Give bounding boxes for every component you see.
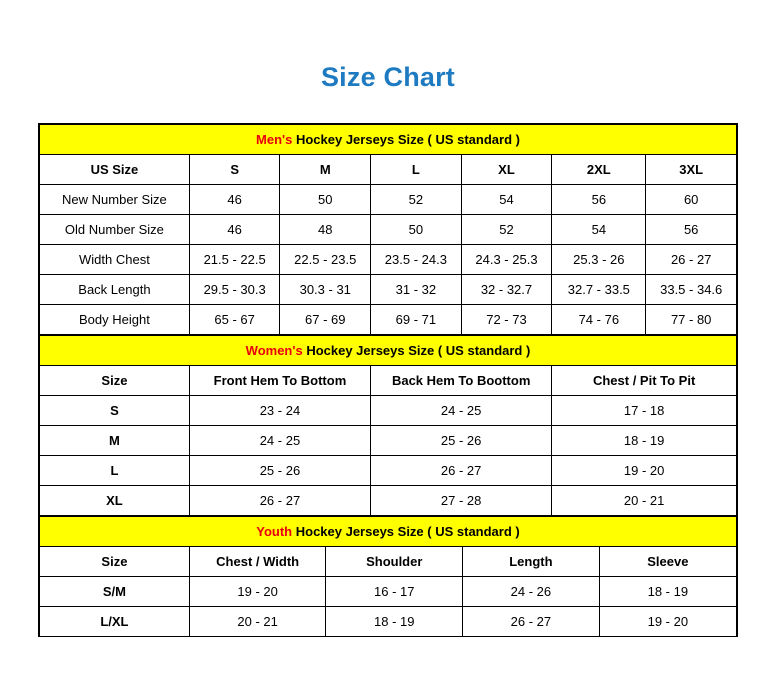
mens-row-4-cell-3: 69 - 71 — [371, 305, 462, 335]
mens-row-1-label: Old Number Size — [40, 215, 190, 245]
mens-row-3-cell-1: 29.5 - 30.3 — [189, 275, 280, 305]
table-row — [40, 396, 737, 426]
youth-row-0-cell-2: 16 - 17 — [326, 577, 463, 607]
mens-row-1-cell-3: 50 — [371, 215, 462, 245]
youth-row-0-cell-1: 19 - 20 — [189, 577, 326, 607]
womens-size-table — [39, 335, 737, 516]
youth-row-1-label: L/XL — [40, 607, 190, 637]
table-row — [40, 155, 737, 185]
youth-header-accent: Youth — [256, 524, 293, 539]
mens-row-1-cell-5: 54 — [552, 215, 646, 245]
mens-row-0-cell-6: 60 — [646, 185, 737, 215]
youth-row-0-cell-4: 18 - 19 — [599, 577, 736, 607]
mens-row-2-cell-5: 25.3 - 26 — [552, 245, 646, 275]
youth-col-0: Size — [40, 547, 190, 577]
youth-row-1-cell-4: 19 - 20 — [599, 607, 736, 637]
table-row — [40, 426, 737, 456]
table-row — [40, 456, 737, 486]
womens-row-3-cell-2: 27 - 28 — [371, 486, 552, 516]
womens-row-0-cell-1: 23 - 24 — [189, 396, 370, 426]
womens-row-2-cell-1: 25 - 26 — [189, 456, 370, 486]
womens-section-header — [40, 336, 737, 366]
table-row — [40, 215, 737, 245]
mens-row-3-cell-3: 31 - 32 — [371, 275, 462, 305]
table-row — [40, 185, 737, 215]
table-section-header-row — [40, 336, 737, 366]
womens-row-2-label: L — [40, 456, 190, 486]
womens-row-0-label: S — [40, 396, 190, 426]
mens-col-4: XL — [461, 155, 552, 185]
mens-row-1-cell-6: 56 — [646, 215, 737, 245]
mens-row-4-cell-1: 65 - 67 — [189, 305, 280, 335]
mens-row-1-cell-1: 46 — [189, 215, 280, 245]
mens-col-6: 3XL — [646, 155, 737, 185]
table-row — [40, 486, 737, 516]
mens-row-4-cell-5: 74 - 76 — [552, 305, 646, 335]
mens-row-0-label: New Number Size — [40, 185, 190, 215]
youth-col-3: Length — [463, 547, 600, 577]
youth-row-0-cell-3: 24 - 26 — [463, 577, 600, 607]
mens-col-2: M — [280, 155, 371, 185]
youth-row-1-cell-2: 18 - 19 — [326, 607, 463, 637]
mens-col-0: US Size — [40, 155, 190, 185]
table-row — [40, 577, 737, 607]
youth-row-0-label: S/M — [40, 577, 190, 607]
mens-col-1: S — [189, 155, 280, 185]
table-section-header-row — [40, 125, 737, 155]
mens-row-2-cell-2: 22.5 - 23.5 — [280, 245, 371, 275]
mens-row-3-label: Back Length — [40, 275, 190, 305]
mens-row-0-cell-4: 54 — [461, 185, 552, 215]
youth-row-1-cell-1: 20 - 21 — [189, 607, 326, 637]
womens-row-2-cell-3: 19 - 20 — [552, 456, 737, 486]
youth-size-table — [39, 516, 737, 637]
youth-col-1: Chest / Width — [189, 547, 326, 577]
mens-row-2-cell-1: 21.5 - 22.5 — [189, 245, 280, 275]
womens-col-3: Chest / Pit To Pit — [552, 366, 737, 396]
womens-row-1-cell-2: 25 - 26 — [371, 426, 552, 456]
mens-col-5: 2XL — [552, 155, 646, 185]
youth-col-2: Shoulder — [326, 547, 463, 577]
mens-header-rest: Hockey Jerseys Size ( US standard ) — [292, 132, 520, 147]
womens-row-2-cell-2: 26 - 27 — [371, 456, 552, 486]
table-row — [40, 547, 737, 577]
mens-size-table — [39, 124, 737, 335]
womens-row-3-cell-1: 26 - 27 — [189, 486, 370, 516]
mens-section-header — [40, 125, 737, 155]
mens-row-2-label: Width Chest — [40, 245, 190, 275]
youth-row-1-cell-3: 26 - 27 — [463, 607, 600, 637]
womens-row-0-cell-3: 17 - 18 — [552, 396, 737, 426]
mens-row-2-cell-6: 26 - 27 — [646, 245, 737, 275]
mens-row-3-cell-6: 33.5 - 34.6 — [646, 275, 737, 305]
womens-row-1-cell-1: 24 - 25 — [189, 426, 370, 456]
mens-row-2-cell-4: 24.3 - 25.3 — [461, 245, 552, 275]
mens-row-4-cell-4: 72 - 73 — [461, 305, 552, 335]
mens-row-0-cell-2: 50 — [280, 185, 371, 215]
womens-col-1: Front Hem To Bottom — [189, 366, 370, 396]
mens-row-4-cell-6: 77 - 80 — [646, 305, 737, 335]
youth-section-header — [40, 517, 737, 547]
table-row — [40, 275, 737, 305]
mens-row-4-label: Body Height — [40, 305, 190, 335]
womens-row-0-cell-2: 24 - 25 — [371, 396, 552, 426]
mens-col-3: L — [371, 155, 462, 185]
youth-header-rest: Hockey Jerseys Size ( US standard ) — [292, 524, 520, 539]
womens-header-rest: Hockey Jerseys Size ( US standard ) — [302, 343, 531, 358]
mens-row-2-cell-3: 23.5 - 24.3 — [371, 245, 462, 275]
womens-row-1-label: M — [40, 426, 190, 456]
mens-row-3-cell-5: 32.7 - 33.5 — [552, 275, 646, 305]
table-row — [40, 607, 737, 637]
womens-header-accent: Women's — [245, 343, 303, 358]
page-title: Size Chart — [320, 62, 456, 92]
mens-row-0-cell-1: 46 — [189, 185, 280, 215]
table-row — [40, 366, 737, 396]
mens-row-4-cell-2: 67 - 69 — [280, 305, 371, 335]
mens-row-0-cell-5: 56 — [552, 185, 646, 215]
mens-row-3-cell-4: 32 - 32.7 — [461, 275, 552, 305]
mens-row-1-cell-4: 52 — [461, 215, 552, 245]
mens-row-1-cell-2: 48 — [280, 215, 371, 245]
youth-col-4: Sleeve — [599, 547, 736, 577]
size-chart-container — [38, 123, 738, 637]
mens-header-accent: Men's — [256, 132, 293, 147]
table-section-header-row — [40, 517, 737, 547]
womens-col-0: Size — [40, 366, 190, 396]
womens-row-3-cell-3: 20 - 21 — [552, 486, 737, 516]
table-row — [40, 305, 737, 335]
womens-row-3-label: XL — [40, 486, 190, 516]
table-row — [40, 245, 737, 275]
mens-row-3-cell-2: 30.3 - 31 — [280, 275, 371, 305]
womens-row-1-cell-3: 18 - 19 — [552, 426, 737, 456]
womens-col-2: Back Hem To Boottom — [371, 366, 552, 396]
mens-row-0-cell-3: 52 — [371, 185, 462, 215]
